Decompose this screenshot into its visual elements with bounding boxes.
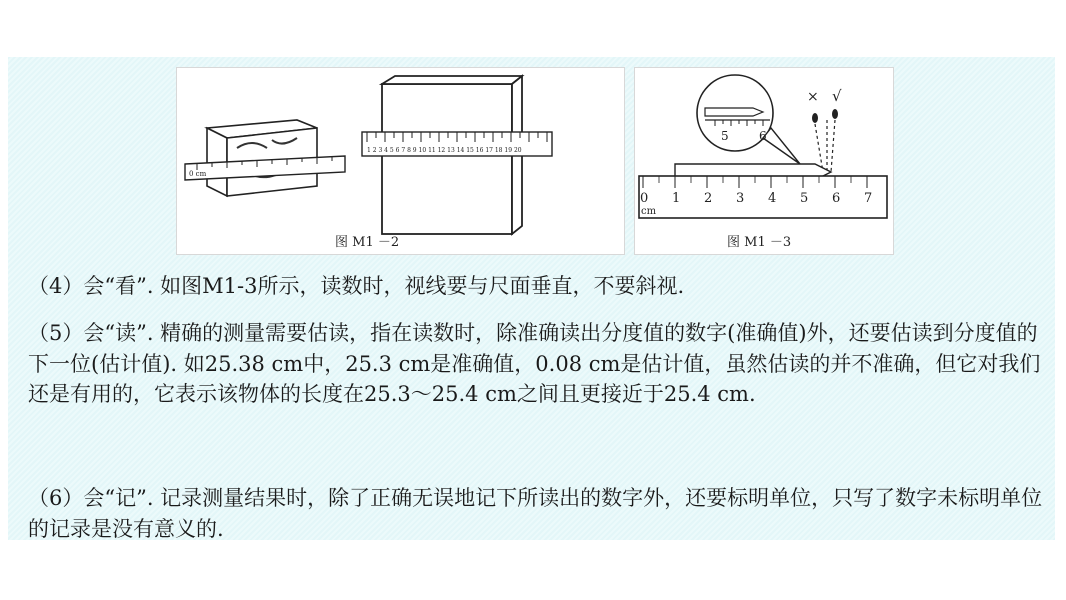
- tick-label-1: 1: [672, 191, 681, 206]
- figure-m1-3-illustration: [635, 68, 893, 254]
- small-ruler-label: 0 cm: [189, 170, 207, 178]
- figure-m1-2-illustration: [177, 68, 624, 254]
- wrong-mark: ×: [807, 89, 819, 105]
- paragraph-record: （6）会“记”. 记录测量结果时，除了正确无误地记下所读出的数字外，还要标明单位，只写了数字未标明单位的记录是没有意义的.: [28, 486, 1043, 541]
- right-mark: √: [832, 87, 842, 105]
- zoom-tick-5: 5: [721, 129, 729, 143]
- zoom-tick-6: 6: [759, 129, 767, 143]
- long-ruler-labels: 1 2 3 4 5 6 7 8 9 10 11 12 13 14 15 16 17 18 19 20: [367, 147, 522, 154]
- tick-label-0: 0: [640, 191, 649, 206]
- tick-label-4: 4: [768, 191, 777, 206]
- tick-label-3: 3: [736, 191, 745, 206]
- unit-label: cm: [641, 206, 657, 217]
- figure-m1-3: [634, 67, 894, 255]
- figure-m1-3-caption: 图 M1 －3: [727, 235, 792, 250]
- paragraph-read: （5）会“读”. 精确的测量需要估读，指在读数时，除准确读出分度值的数字(准确值)外，还要估读到分度值的下一位(估计值). 如25.38 cm中，25.3 cm是准确值，0.08 cm是估计值，虽然估读的并不准确，但它对我们还是有用的，它表示该物体的长度在25.3～25.4 cm之间且更接近于25.4 cm.: [28, 321, 1041, 406]
- tick-label-7: 7: [864, 191, 873, 206]
- tick-label-5: 5: [800, 191, 809, 206]
- figure-m1-2-caption: 图 M1 －2: [335, 235, 400, 250]
- tick-label-6: 6: [832, 191, 841, 206]
- figure-m1-2: [176, 67, 625, 255]
- tick-label-2: 2: [704, 191, 713, 206]
- paragraph-look: （4）会“看”. 如图M1-3所示，读数时，视线要与尺面垂直，不要斜视.: [28, 274, 685, 298]
